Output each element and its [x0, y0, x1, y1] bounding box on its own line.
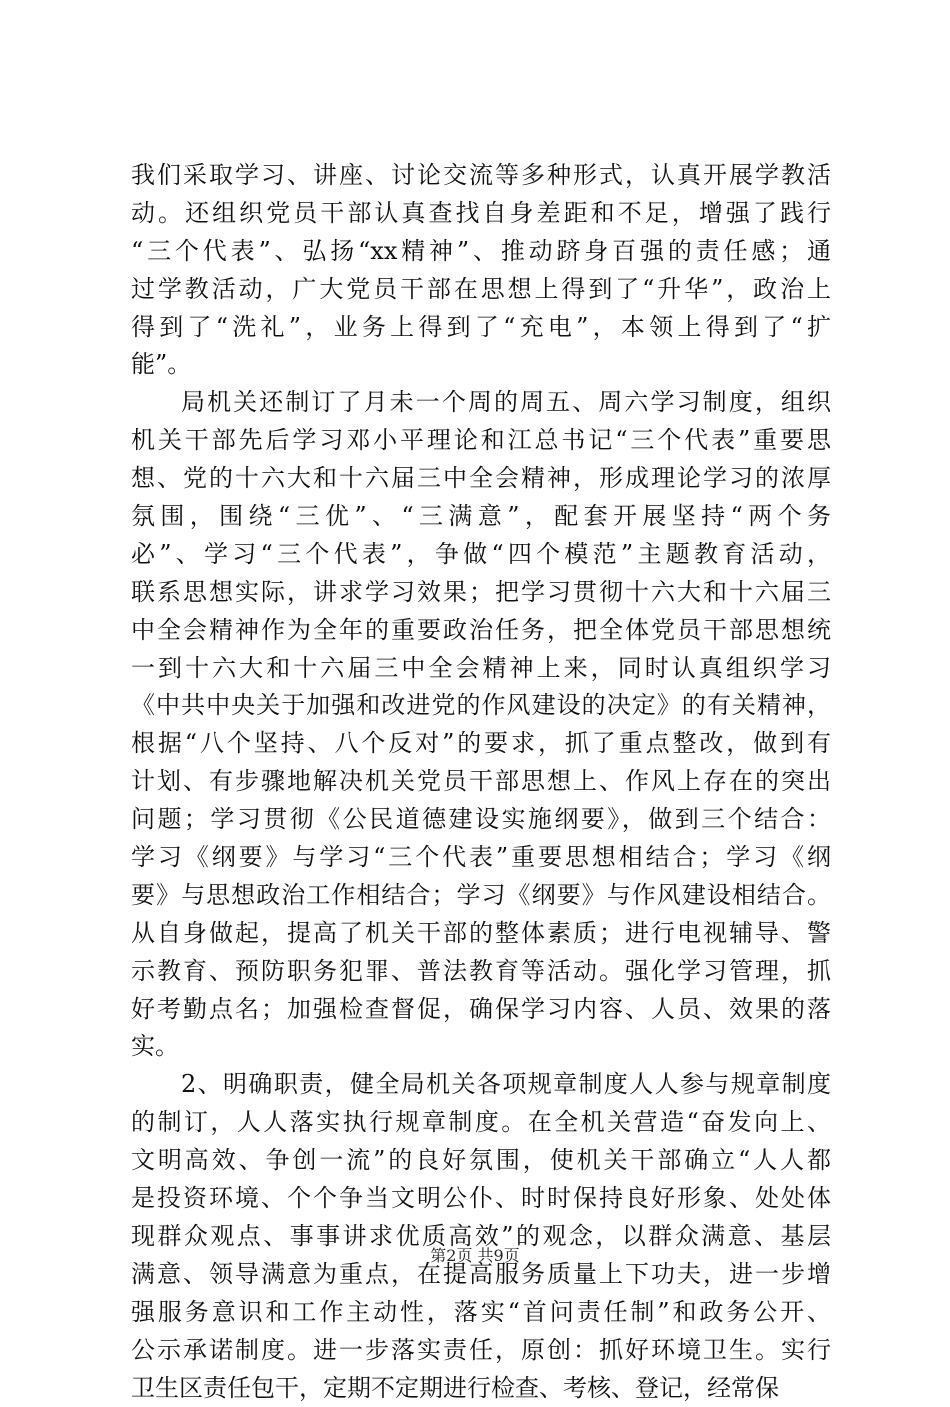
paragraph: [131, 384, 831, 1066]
text-line: 联系思想实际，讲求学习效果；把学习贯彻十六大和十六届三: [131, 574, 831, 612]
text-line: 从自身做起，提高了机关干部的整体素质；进行电视辅导、警: [131, 915, 831, 953]
text-line: “三个代表”、弘扬“xx精神”、推动跻身百强的责任感；通: [131, 233, 831, 271]
text-line: 的制订，人人落实执行规章制度。在全机关营造“奋发向上、: [131, 1104, 831, 1142]
text-line: 中全会精神作为全年的重要政治任务，把全体党员干部思想统: [131, 612, 831, 650]
text-line: 得到了“洗礼”，业务上得到了“充电”，本领上得到了“扩: [131, 309, 831, 347]
text-line: 2、明确职责，健全局机关各项规章制度人人参与规章制度: [131, 1066, 831, 1104]
text-line: 实。: [131, 1028, 831, 1066]
text-line: 强服务意识和工作主动性，落实“首问责任制”和政务公开、: [131, 1294, 831, 1332]
text-line: 现群众观点、事事讲求优质高效”的观念，以群众满意、基层: [131, 1218, 831, 1256]
text-line: 计划、有步骤地解决机关党员干部思想上、作风上存在的突出: [131, 763, 831, 801]
text-line: 卫生区责任包干，定期不定期进行检查、考核、登记，经常保: [131, 1370, 831, 1407]
text-line: 一到十六大和十六届三中全会精神上来，同时认真组织学习: [131, 650, 831, 688]
text-line: 动。还组织党员干部认真查找自身差距和不足，增强了践行: [131, 195, 831, 233]
text-line: 过学教活动，广大党员干部在思想上得到了“升华”，政治上: [131, 271, 831, 309]
text-line: 好考勤点名；加强检查督促，确保学习内容、人员、效果的落: [131, 991, 831, 1029]
text-line: 是投资环境、个个争当文明公仆、时时保持良好形象、处处体: [131, 1180, 831, 1218]
paragraph: [131, 1066, 831, 1407]
text-line: 我们采取学习、讲座、讨论交流等多种形式，认真开展学教活: [131, 157, 831, 195]
text-line: 机关干部先后学习邓小平理论和江总书记“三个代表”重要思: [131, 422, 831, 460]
text-line: 学习《纲要》与学习“三个代表”重要思想相结合；学习《纲: [131, 839, 831, 877]
text-line: 问题；学习贯彻《公民道德建设实施纲要》，做到三个结合：: [131, 801, 831, 839]
text-line: 要》与思想政治工作相结合；学习《纲要》与作风建设相结合。: [131, 877, 831, 915]
text-line: 想、党的十六大和十六届三中全会精神，形成理论学习的浓厚: [131, 460, 831, 498]
text-line: 氛围，围绕“三优”、“三满意”，配套开展坚持“两个务: [131, 498, 831, 536]
document-body: [131, 157, 831, 1407]
page-footer: 第2页 共9页: [0, 1246, 950, 1266]
text-line: 示教育、预防职务犯罪、普法教育等活动。强化学习管理，抓: [131, 953, 831, 991]
text-line: 文明高效、争创一流”的良好氛围，使机关干部确立“人人都: [131, 1142, 831, 1180]
text-line: 局机关还制订了月未一个周的周五、周六学习制度，组织: [131, 384, 831, 422]
text-line: 必”、学习“三个代表”，争做“四个模范”主题教育活动，: [131, 536, 831, 574]
text-line: 能”。: [131, 346, 831, 384]
text-line: 满意、领导满意为重点，在提高服务质量上下功夫，进一步增: [131, 1256, 831, 1294]
paragraph: [131, 157, 831, 384]
text-line: 根据“八个坚持、八个反对”的要求，抓了重点整改，做到有: [131, 725, 831, 763]
text-line: 公示承诺制度。进一步落实责任，原创：抓好环境卫生。实行: [131, 1332, 831, 1370]
text-line: 《中共中央关于加强和改进党的作风建设的决定》的有关精神，: [131, 687, 831, 725]
